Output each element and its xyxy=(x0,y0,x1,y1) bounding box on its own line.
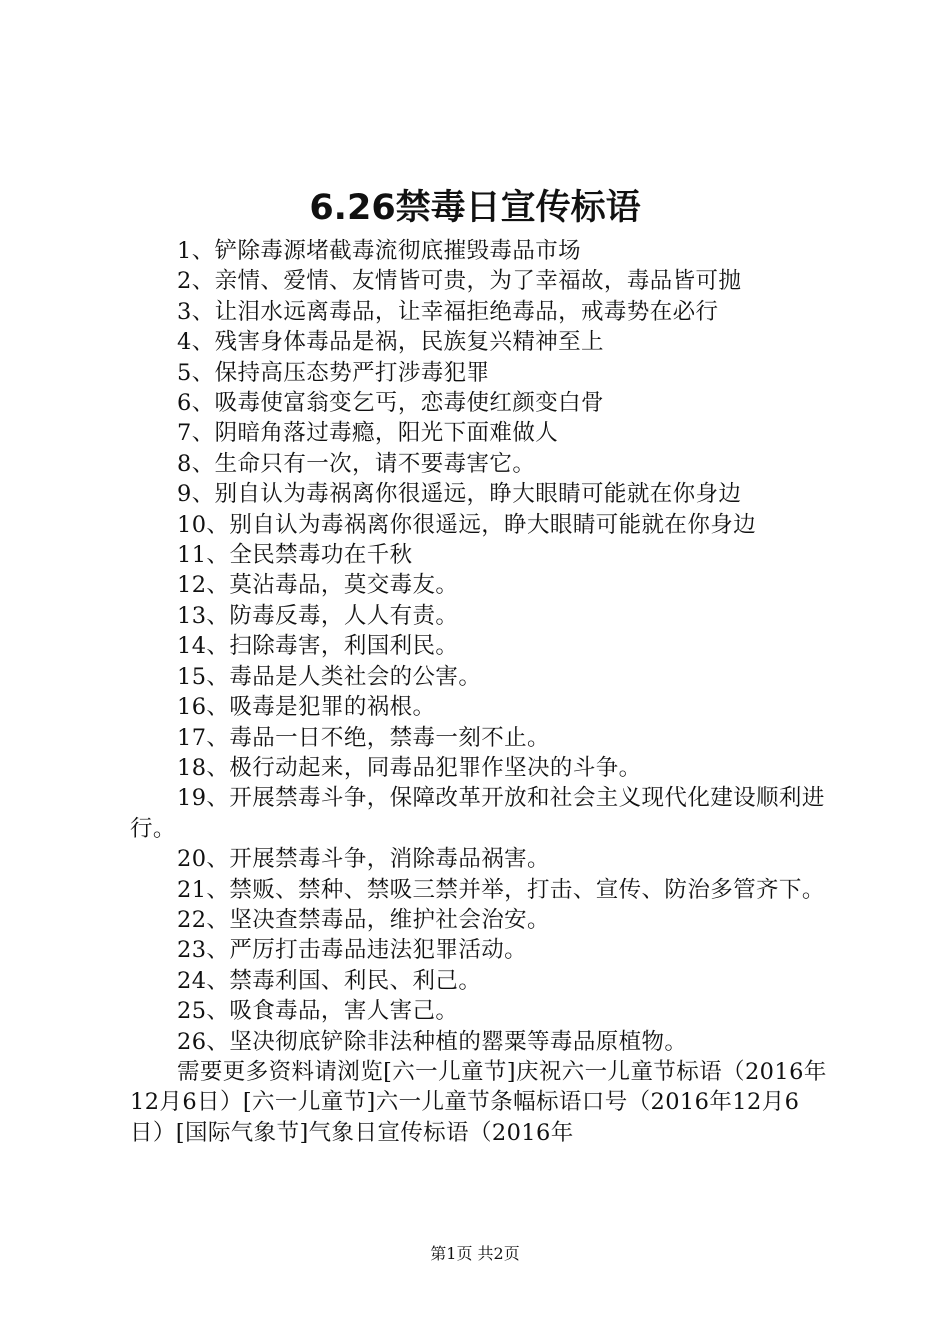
slogan-item: 12、莫沾毒品，莫交毒友。 xyxy=(177,572,459,599)
slogan-item: 19、开展禁毒斗争，保障改革开放和社会主义现代化建设顺利进行。 xyxy=(130,785,825,842)
slogan-item: 2、亲情、爱情、友情皆可贵，为了幸福故，毒品皆可抛 xyxy=(177,268,742,295)
more-info-paragraph: 需要更多资料请浏览[六一儿童节]庆祝六一儿童节标语（2016年12月6日）[六一儿童节]六一儿童节条幅标语口号（2016年12月6日）[国际气象节]气象日宣传标语（2016年 xyxy=(130,1058,827,1146)
slogan-item: 13、防毒反毒，人人有责。 xyxy=(177,602,459,629)
slogan-item: 5、保持高压态势严打涉毒犯罪 xyxy=(177,359,490,386)
slogan-item: 25、吸食毒品，害人害己。 xyxy=(177,998,459,1025)
slogan-item: 4、残害身体毒品是祸，民族复兴精神至上 xyxy=(177,329,604,356)
slogan-item: 7、阴暗角落过毒瘾，阳光下面难做人 xyxy=(177,420,559,447)
slogan-item: 14、扫除毒害，利国利民。 xyxy=(177,633,459,660)
slogan-item: 24、禁毒利国、利民、利己。 xyxy=(177,967,482,994)
slogan-item: 8、生命只有一次，请不要毒害它。 xyxy=(177,450,536,477)
slogan-item: 15、毒品是人类社会的公害。 xyxy=(177,663,482,690)
slogan-list xyxy=(130,236,830,1148)
slogan-item: 21、禁贩、禁种、禁吸三禁并举，打击、宣传、防治多管齐下。 xyxy=(177,876,825,903)
document-title: 6.26禁毒日宣传标语 xyxy=(309,188,641,228)
slogan-item: 10、别自认为毒祸离你很遥远，睁大眼睛可能就在你身边 xyxy=(177,511,757,538)
slogan-item: 16、吸毒是犯罪的祸根。 xyxy=(177,694,436,721)
slogan-item: 11、全民禁毒功在千秋 xyxy=(177,542,413,569)
slogan-item: 18、极行动起来，同毒品犯罪作坚决的斗争。 xyxy=(177,754,642,781)
slogan-item: 22、坚决查禁毒品，维护社会治安。 xyxy=(177,906,550,933)
slogan-item: 3、让泪水远离毒品，让幸福拒绝毒品，戒毒势在必行 xyxy=(177,298,719,325)
slogan-item: 9、别自认为毒祸离你很遥远，睁大眼睛可能就在你身边 xyxy=(177,481,742,508)
slogan-item: 17、毒品一日不绝，禁毒一刻不止。 xyxy=(177,724,550,751)
slogan-item: 26、坚决彻底铲除非法种植的罂粟等毒品原植物。 xyxy=(177,1028,688,1055)
slogan-item: 20、开展禁毒斗争，消除毒品祸害。 xyxy=(177,846,550,873)
slogan-item: 6、吸毒使富翁变乞丐，恋毒使红颜变白骨 xyxy=(177,390,604,417)
slogan-item: 1、铲除毒源堵截毒流彻底摧毁毒品市场 xyxy=(177,238,582,264)
page-indicator: 第1页 共2页 xyxy=(430,1244,520,1263)
slogan-item: 23、严厉打击毒品违法犯罪活动。 xyxy=(177,937,528,964)
